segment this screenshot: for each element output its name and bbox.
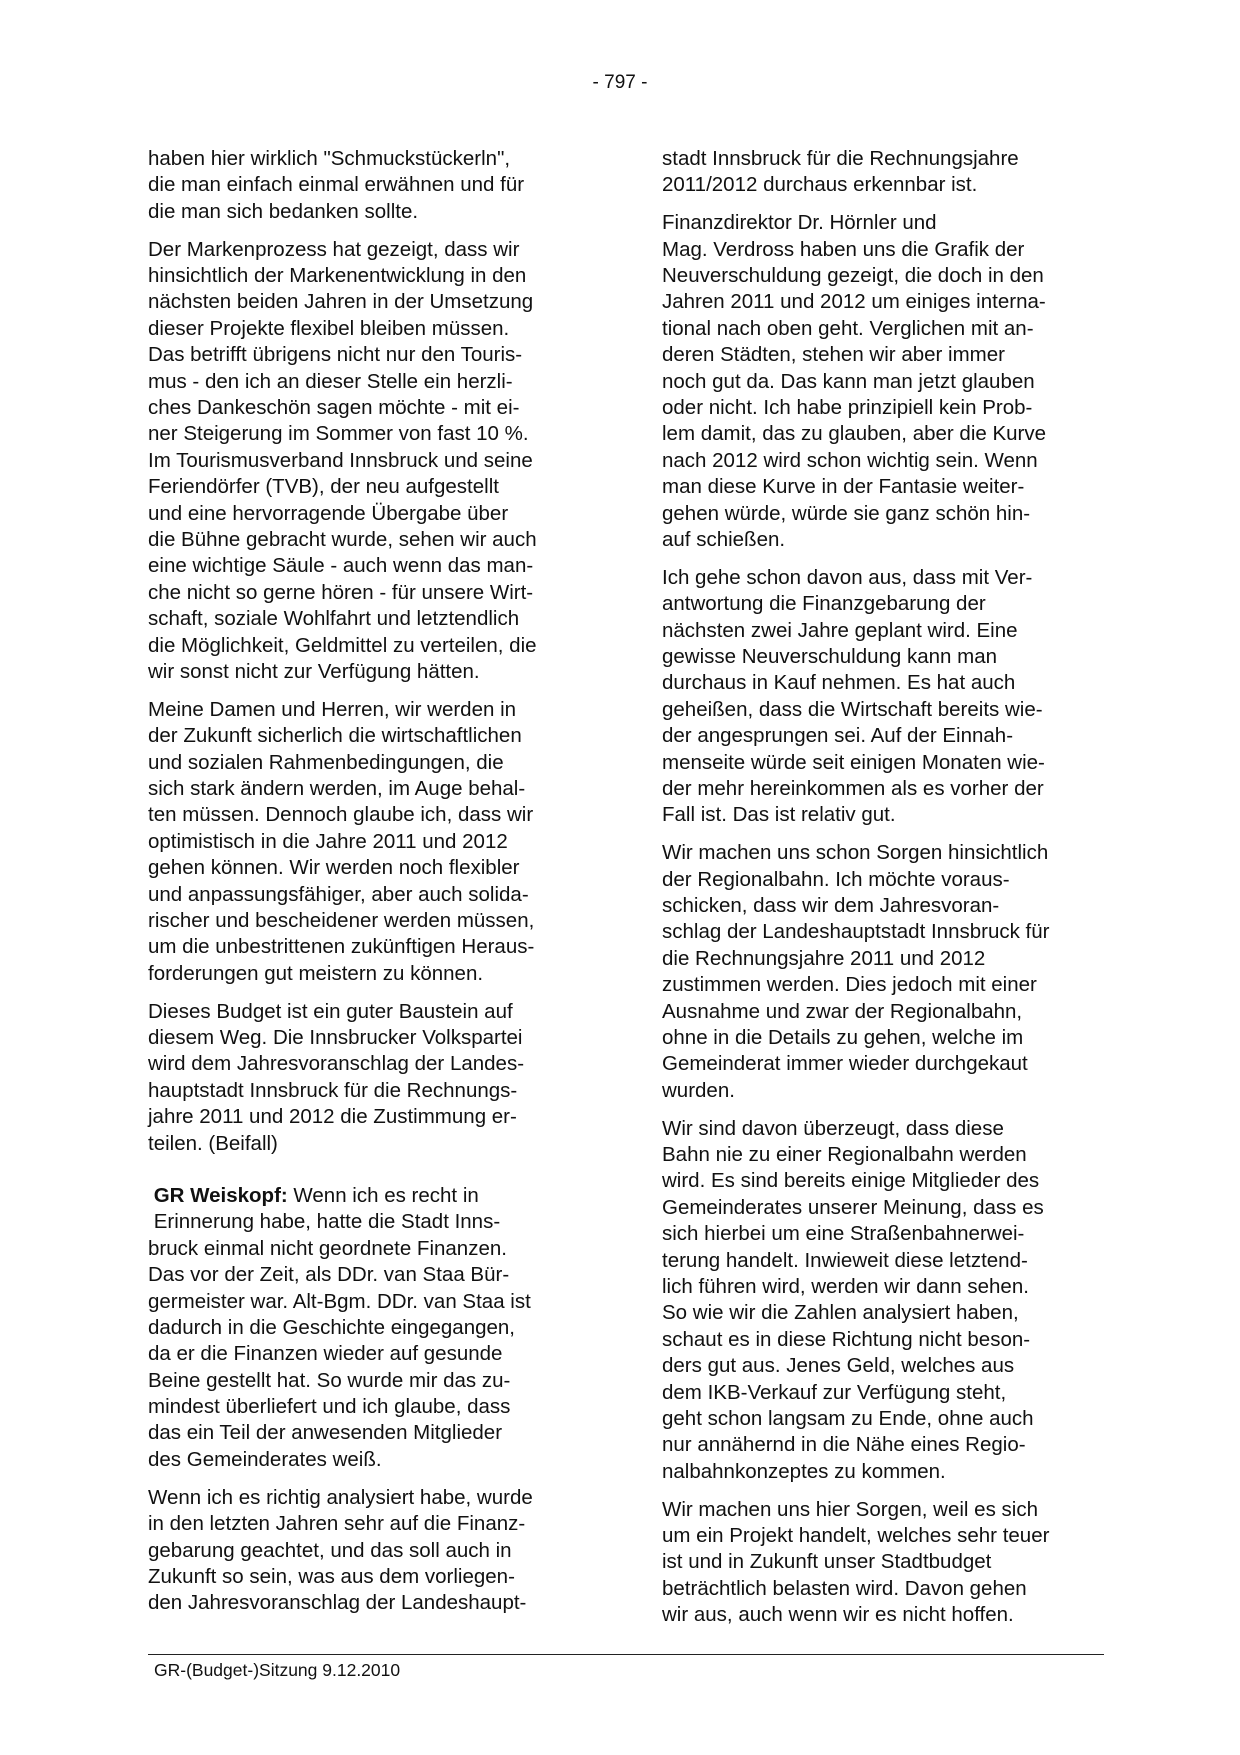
text-line: menseite würde seit einigen Monaten wie- [662,750,1045,774]
text-line: che nicht so gerne hören - für unsere Wirt- [148,580,534,604]
text-line: Gemeinderates unserer Meinung, dass es [662,1195,1044,1219]
text-line: oder nicht. Ich habe prinzipiell kein Prob- [662,396,1033,420]
text-line: Feriendörfer (TVB), der neu aufgestellt [148,475,499,499]
text-line: stadt Innsbruck für die Rechnungsjahre [662,147,1019,170]
text-line: die Bühne gebracht wurde, sehen wir auch [148,527,537,551]
text-line: da er die Finanzen wieder auf gesunde [148,1342,503,1366]
text-line: So wie wir die Zahlen analysiert haben, [662,1301,1019,1325]
text-line: Mag. Verdross haben uns die Grafik der [662,237,1025,261]
text-line: rischer und bescheidener werden müssen, [148,908,535,932]
footer-divider [148,1654,1104,1655]
text-line: lem damit, das zu glauben, aber die Kurve [662,422,1047,446]
text-line: sich hierbei um eine Straßenbahnerwei- [662,1222,1025,1246]
text-line: geht schon langsam zu Ende, ohne auch [662,1406,1034,1430]
text-line: Der Markenprozess hat gezeigt, dass wir [148,237,520,261]
text-line: schaut es in diese Richtung nicht beson- [662,1327,1031,1351]
text-line: tional nach oben geht. Verglichen mit an- [662,316,1034,340]
text-line: Fall ist. Das ist relativ gut. [662,803,896,827]
text-line: schicken, dass wir dem Jahresvoran- [662,894,1000,918]
text-line: wird dem Jahresvoranschlag der Landes- [148,1052,525,1076]
text-line: wird. Es sind bereits einige Mitglieder des [662,1169,1040,1193]
text-line: ches Dankeschön sagen möchte - mit ei- [148,396,520,420]
text-line: Dieses Budget ist ein guter Baustein auf [148,999,513,1023]
text-line: den Jahresvoranschlag der Landeshaupt- [148,1591,527,1615]
text-line: gehen können. Wir werden noch flexibler [148,856,520,880]
text-line: die Möglichkeit, Geldmittel zu verteilen, die [148,633,537,657]
text-line: zustimmen werden. Dies jedoch mit einer [662,973,1037,997]
text-line: nächsten beiden Jahren in der Umsetzung [148,290,534,314]
text-line: der Regionalbahn. Ich möchte voraus- [662,867,1010,891]
text-line: hinsichtlich der Markenentwicklung in den [148,264,527,288]
text-line: ohne in die Details zu gehen, welche im [662,1026,1024,1049]
text-line: Jahren 2011 und 2012 um einiges interna- [662,290,1046,314]
text-line: nalbahnkonzeptes zu kommen. [662,1459,946,1483]
text-line: in den letzten Jahren sehr auf die Finanz- [148,1512,526,1536]
text-line: teilen. (Beifall) [148,1131,278,1155]
text-line: wurden. [662,1078,735,1102]
text-line: eine wichtige Säule - auch wenn das man- [148,554,534,578]
paragraph [148,999,588,1157]
text-line: Wir sind davon überzeugt, dass diese [662,1116,1004,1140]
text-line: der angesprungen sei. Auf der Einnah- [662,724,1014,748]
text-line: Bahn nie zu einer Regionalbahn werden [662,1143,1027,1167]
text-line: gewisse Neuverschuldung kann man [662,645,998,669]
text-line: antwortung die Finanzgebarung der [662,592,986,616]
text-line: Wir machen uns hier Sorgen, weil es sich [662,1497,1038,1521]
paragraph [662,1497,1102,1629]
text-line: Das vor der Zeit, als DDr. van Staa Bür- [148,1263,510,1287]
text-line: die Rechnungsjahre 2011 und 2012 [662,946,986,970]
text-line: Zukunft so sein, was aus dem vorliegen- [148,1564,515,1588]
text-line: und anpassungsfähiger, aber auch solida- [148,882,529,906]
text-line: und sozialen Rahmenbedingungen, die [148,750,504,774]
text-line: 2011/2012 durchaus erkennbar ist. [662,173,978,197]
text-line: gebarung geachtet, und das soll auch in [148,1538,512,1562]
speaker-line-text: Wenn ich es recht in [287,1183,479,1207]
paragraph [662,565,1102,829]
text-line: terung handelt. Inwieweit diese letztend- [662,1248,1028,1272]
text-line: diesem Weg. Die Innsbrucker Volkspartei [148,1026,523,1049]
text-line: das ein Teil der anwesenden Mitglieder [148,1421,503,1445]
text-line: Wir machen uns schon Sorgen hinsichtlich [662,841,1049,865]
text-line: wir aus, auch wenn wir es nicht hoffen. [662,1603,1014,1627]
text-line: sich stark ändern werden, im Auge behal- [148,776,526,800]
text-line: der mehr hereinkommen als es vorher der [662,776,1044,800]
speaker-line [148,1183,588,1209]
paragraph [148,146,588,225]
text-line: schaft, soziale Wohlfahrt und letztendlich [148,607,520,631]
text-line: Das betrifft übrigens nicht nur den Touris- [148,343,523,367]
text-line: bruck einmal nicht geordnete Finanzen. [148,1236,507,1260]
text-line: Wenn ich es richtig analysiert habe, wurde [148,1485,533,1509]
text-line: dadurch in die Geschichte eingegangen, [148,1315,515,1339]
text-line: schlag der Landeshauptstadt Innsbruck für [662,920,1050,944]
text-line: ten müssen. Dennoch glaube ich, dass wir [148,803,534,827]
text-line: wir sonst nicht zur Verfügung hätten. [148,659,480,683]
text-line: jahre 2011 und 2012 die Zustimmung er- [148,1105,517,1129]
text-line: nächsten zwei Jahre geplant wird. Eine [662,618,1018,642]
text-line: nach 2012 wird schon wichtig sein. Wenn [662,448,1038,472]
text-line: um ein Projekt handelt, welches sehr teuer [662,1524,1050,1548]
left-column [148,146,588,1628]
text-line: die man einfach einmal erwähnen und für [148,173,525,197]
text-line: Erinnerung habe, hatte die Stadt Inns- [148,1210,501,1234]
text-line: geheißen, dass die Wirtschaft bereits wie- [662,697,1043,721]
text-line: forderungen gut meistern zu können. [148,961,484,985]
text-line: gehen würde, würde sie ganz schön hin- [662,501,1031,525]
text-line: ner Steigerung im Sommer von fast 10 %. [148,422,529,446]
paragraph [148,237,588,686]
paragraph [148,1183,588,1473]
text-line: ders gut aus. Jenes Geld, welches aus [662,1354,1015,1378]
text-line: hauptstadt Innsbruck für die Rechnungs- [148,1078,518,1102]
text-line: Ich gehe schon davon aus, dass mit Ver- [662,565,1033,589]
paragraph [662,840,1102,1104]
speaker-name: GR Weiskopf: [153,1183,288,1207]
footer-session-label: GR-(Budget-)Sitzung 9.12.2010 [154,1660,401,1680]
text-line: um die unbestrittenen zukünftigen Heraus- [148,935,535,959]
text-line: man diese Kurve in der Fantasie weiter- [662,475,1025,499]
text-line: beträchtlich belasten wird. Davon gehen [662,1576,1027,1600]
paragraph [148,1485,588,1617]
paragraph [148,697,588,987]
text-line: optimistisch in die Jahre 2011 und 2012 [148,829,508,853]
text-line: germeister war. Alt-Bgm. DDr. van Staa ist [148,1289,531,1313]
text-line: ist und in Zukunft unser Stadtbudget [662,1550,992,1574]
text-line: der Zukunft sicherlich die wirtschaftlichen [148,724,522,748]
paragraph [662,146,1102,199]
text-line: Gemeinderat immer wieder durchgekaut [662,1052,1028,1076]
text-line: mindest überliefert und ich glaube, dass [148,1395,511,1419]
page-number: - 797 - [592,72,648,93]
text-line: Ausnahme und zwar der Regionalbahn, [662,999,1023,1023]
text-line: deren Städten, stehen wir aber immer [662,343,1005,367]
text-line: dieser Projekte flexibel bleiben müssen. [148,316,510,340]
text-line: des Gemeinderates weiß. [148,1447,382,1471]
text-line: Finanzdirektor Dr. Hörnler und [662,211,937,235]
text-line: lich führen wird, werden wir dann sehen. [662,1275,1029,1299]
text-line: Meine Damen und Herren, wir werden in [148,697,517,721]
right-column [662,146,1102,1640]
text-line: haben hier wirklich "Schmuckstückerln", [148,147,511,170]
paragraph [662,1116,1102,1485]
text-line: dem IKB-Verkauf zur Verfügung steht, [662,1380,1007,1404]
text-line: Beine gestellt hat. So wurde mir das zu- [148,1368,511,1392]
text-line: die man sich bedanken sollte. [148,199,419,223]
text-line: und eine hervorragende Übergabe über [148,501,509,525]
paragraph [662,210,1102,553]
text-line: nur annähernd in die Nähe eines Regio- [662,1433,1026,1457]
text-line: Neuverschuldung gezeigt, die doch in den [662,264,1044,288]
text-line: durchaus in Kauf nehmen. Es hat auch [662,671,1016,695]
text-line: auf schießen. [662,527,786,551]
text-line: noch gut da. Das kann man jetzt glauben [662,369,1035,393]
text-line: Im Tourismusverband Innsbruck und seine [148,448,533,472]
text-line: mus - den ich an dieser Stelle ein herzli- [148,369,513,393]
